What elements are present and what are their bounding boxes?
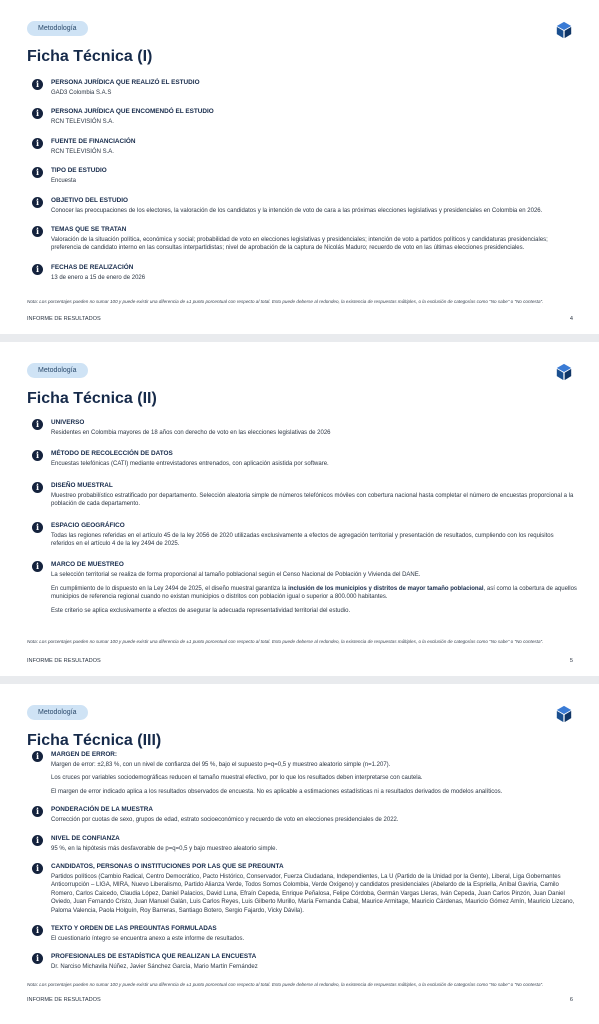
page-title: Ficha Técnica (III) [27, 732, 162, 749]
info-item [32, 481, 577, 509]
item-value: Encuestas telefónicas (CATI) mediante entrevistadores entrenados, con aplicación asistida por software. [51, 461, 329, 468]
item-list [32, 750, 577, 981]
info-icon: i [32, 197, 43, 208]
item-label: PERSONA JURÍDICA QUE REALIZÓ EL ESTUDIO [51, 79, 200, 86]
item-value: Encuesta [51, 178, 77, 185]
page-title: Ficha Técnica (I) [27, 48, 153, 65]
slide-page-3 [0, 684, 599, 1024]
info-item [32, 862, 577, 915]
info-item [32, 805, 577, 824]
info-item [32, 263, 577, 282]
cube-logo-icon [555, 21, 573, 39]
info-icon: i [32, 450, 43, 461]
info-icon: i [32, 419, 43, 430]
item-value: Corrección por cuotas de sexo, grupos de edad, estrato socioeconómico y recuerdo de voto en elecciones presidenciales de 2022. [51, 817, 399, 824]
rich-text-bold: inclusión de los municipios y distritos de mayor tamaño poblacional [288, 585, 484, 592]
item-value: Dr. Narciso Michavila Núñez, Javier Sánchez García, Mario Martín Fernández [51, 964, 258, 971]
page-title: Ficha Técnica (II) [27, 390, 157, 407]
info-icon: i [32, 863, 43, 874]
rich-text-before: En cumplimiento de lo dispuesto en la Ley 2494 de 2025, el diseño muestral garantiza la [51, 585, 289, 592]
info-item [32, 196, 577, 215]
item-label: MARGEN DE ERROR: [51, 751, 118, 758]
item-label: PROFESIONALES DE ESTADÍSTICA QUE REALIZAN LA ENCUESTA [51, 953, 257, 961]
page-footer [27, 316, 573, 322]
item-value: RCN TELEVISIÓN S.A. [51, 148, 114, 155]
info-item [32, 750, 577, 796]
info-item [32, 78, 577, 97]
item-value: El margen de error indicado aplica a los resultados observados de encuesta. No es aplicable a estimaciones estadísticas ni a resultados derivados de modelos analíticos. [51, 788, 503, 795]
item-label: UNIVERSO [51, 419, 85, 426]
info-item [32, 107, 577, 126]
slide-page-2 [0, 342, 599, 676]
info-icon: i [32, 167, 43, 178]
item-label: DISEÑO MUESTRAL [51, 481, 113, 489]
info-icon: i [32, 561, 43, 572]
report-label: INFORME DE RESULTADOS [27, 997, 101, 1003]
info-icon: i [32, 925, 43, 936]
item-label: PERSONA JURÍDICA QUE ENCOMENDÓ EL ESTUDIO [51, 108, 214, 116]
item-value: Margen de error: ±2,83 %, con un nivel de confianza del 95 %, bajo el supuesto p=q=0,5 y muestreo aleatorio simple (n=1.207). [51, 762, 391, 768]
info-item [32, 137, 577, 156]
item-value: Muestreo probabilístico estratificado por departamento. Selección aleatoria simple de números telefónicos móviles con cobertura nacional hasta completar el número de encuestas proporcional a la población de cada departamento. [51, 492, 574, 508]
item-value: Todas las regiones referidas en el artículo 45 de la ley 2056 de 2020 utilizadas exclusivamente a efectos de agregación territorial y presentación de resultados, cumpliendo con los requisitos referidos en el artículo 4 de la ley 2494 de 2025. [51, 532, 554, 548]
item-value: Los cruces por variables sociodemográficas reducen el tamaño muestral efectivo, por lo que los resultados deben interpretarse con cautela. [51, 775, 423, 782]
item-label: FECHAS DE REALIZACIÓN [51, 263, 134, 271]
item-value: 95 %, en la hipótesis más desfavorable de p=q=0,5 y bajo muestreo aleatorio simple. [51, 845, 278, 852]
item-label: TEMAS QUE SE TRATAN [51, 226, 127, 234]
info-icon: i [32, 953, 43, 964]
item-value: Valoración de la situación política, económica y social; probabilidad de voto en elecciones legislativas y presidenciales; intención de voto a partidos políticos y candidaturas presidenciales; preferencia de candidato interno en las consultas interpartidistas; nivel de aprobación de la captura de Nicolás Maduro; recuerdo de voto en las últimas elecciones presidenciales. [51, 237, 548, 252]
footnote: Nota: Los porcentajes pueden no sumar 100 y puede existir una diferencia de ±1 punto porcentual con respecto al total. Esto puede deberse al redondeo, la existencia de respuestas múltiples, o la exclusión de categorías como “No sabe” o “No contesta”. [27, 299, 544, 304]
slide-page-1 [0, 0, 599, 334]
rich-text-after: , así como la cobertura de aquellos municipios de referencia regional cuando no existan municipios o distritos con población igual o superior a 800.000 habitantes. [51, 585, 577, 601]
item-list [32, 418, 577, 627]
item-label: TEXTO Y ORDEN DE LAS PREGUNTAS FORMULADAS [51, 925, 217, 933]
item-label: NIVEL DE CONFIANZA [51, 834, 120, 842]
info-icon: i [32, 264, 43, 275]
info-icon: i [32, 482, 43, 493]
item-value: Conocer las preocupaciones de los electores, la valoración de los candidatos y la intención de voto de cara a las próximas elecciones legislativas y presidenciales en Colombia en 2026. [51, 207, 543, 214]
page-footer [27, 658, 573, 664]
section-badge: Metodología [27, 21, 88, 36]
item-value: GAD3 Colombia S.A.S [51, 90, 112, 96]
item-label: MARCO DE MUESTREO [51, 561, 124, 569]
info-icon: i [32, 226, 43, 237]
info-icon: i [32, 522, 43, 533]
info-item [32, 166, 577, 185]
report-label: INFORME DE RESULTADOS [27, 316, 101, 322]
info-item [32, 924, 577, 943]
section-badge: Metodología [27, 705, 88, 720]
page-footer [27, 997, 573, 1003]
info-item [32, 952, 577, 971]
item-value: 13 de enero a 15 de enero de 2026 [51, 274, 146, 281]
item-label: TIPO DE ESTUDIO [51, 167, 107, 175]
info-icon: i [32, 138, 43, 149]
info-item [32, 834, 577, 853]
info-item [32, 560, 577, 615]
item-label: PONDERACIÓN DE LA MUESTRA [51, 806, 154, 814]
footnote: Nota: Los porcentajes pueden no sumar 100 y puede existir una diferencia de ±1 punto porcentual con respecto al total. Esto puede deberse al redondeo, la existencia de respuestas múltiples, o la exclusión de categorías como “No sabe” o “No contesta”. [27, 639, 544, 644]
item-value: Este criterio se aplica exclusivamente a efectos de asegurar la adecuada representatividad territorial del estudio. [51, 607, 351, 614]
item-value: La selección territorial se realiza de forma proporcional al tamaño poblacional según el Censo Nacional de Población y Vivienda del DANE. [51, 572, 421, 579]
item-value-rich [51, 585, 577, 602]
info-icon: i [32, 79, 43, 90]
item-label: OBJETIVO DEL ESTUDIO [51, 196, 128, 204]
info-item [32, 225, 577, 253]
page-number: 4 [569, 316, 573, 322]
cube-logo-icon [555, 705, 573, 723]
footnote: Nota: Los porcentajes pueden no sumar 100 y puede existir una diferencia de ±1 punto porcentual con respecto al total. Esto puede deberse al redondeo, la existencia de respuestas múltiples, o la exclusión de categorías como “No sabe” o “No contesta”. [27, 982, 544, 987]
info-icon: i [32, 108, 43, 119]
item-list [32, 78, 577, 292]
info-item [32, 521, 577, 549]
item-value: RCN TELEVISIÓN S.A. [51, 119, 114, 126]
cube-logo-icon [555, 363, 573, 381]
info-icon: i [32, 751, 43, 762]
item-label: MÉTODO DE RECOLECCIÓN DE DATOS [51, 450, 173, 458]
item-value: Residentes en Colombia mayores de 18 años con derecho de voto en las elecciones legislativas de 2026 [51, 430, 331, 436]
item-value: El cuestionario íntegro se encuentra anexo a este informe de resultados. [51, 936, 245, 943]
info-item [32, 418, 577, 437]
report-label: INFORME DE RESULTADOS [27, 658, 101, 664]
item-label: FUENTE DE FINANCIACIÓN [51, 137, 136, 145]
section-badge: Metodología [27, 363, 88, 378]
item-label: ESPACIO GEOGRÁFICO [51, 521, 125, 529]
info-icon: i [32, 806, 43, 817]
item-value: Partidos políticos (Cambio Radical, Centro Democrático, Pacto Histórico, Conservador, Fuerza Ciudadana, Independientes, La U (Partido de la Unidad por la Gente), Liberal, Liga Gobernantes Anticorrupción – LIGA, MIRA, Nuevo Liberalismo, Partido Alianza Verde, Todos Somos Colombia, Verde Oxígeno) y candidatos presidenciales (Abelardo de la Espriella, Aníbal Gaviria, Camilo Romero, Carlos Caicedo, Claudia López, Daniel Palacios, David Luna, Efraín Cepeda, Enrique Peñalosa, Felipe Córdoba, Germán Vargas Lleras, Iván Cepeda, Juan Carlos Pinzón, Juan Daniel Oviedo, Juan Fernando Cristo, Juan Manuel Galán, Luis Carlos Reyes, Luis Gilberto Murillo, María Fernanda Cabal, Maurice Armitage, Mauricio Cárdenas, Mauricio Gómez Amín, Mauricio Lizcano, Paloma Valencia, Paola Holguín, Roy Barreras, Santiago Botero, Sergio Fajardo, Vicky Dávila). [51, 874, 575, 914]
info-item [32, 449, 577, 468]
item-label: CANDIDATOS, PERSONAS O INSTITUCIONES POR LAS QUE SE PREGUNTA [51, 863, 284, 871]
page-number: 5 [569, 658, 573, 664]
info-icon: i [32, 835, 43, 846]
page-number: 6 [569, 997, 573, 1003]
